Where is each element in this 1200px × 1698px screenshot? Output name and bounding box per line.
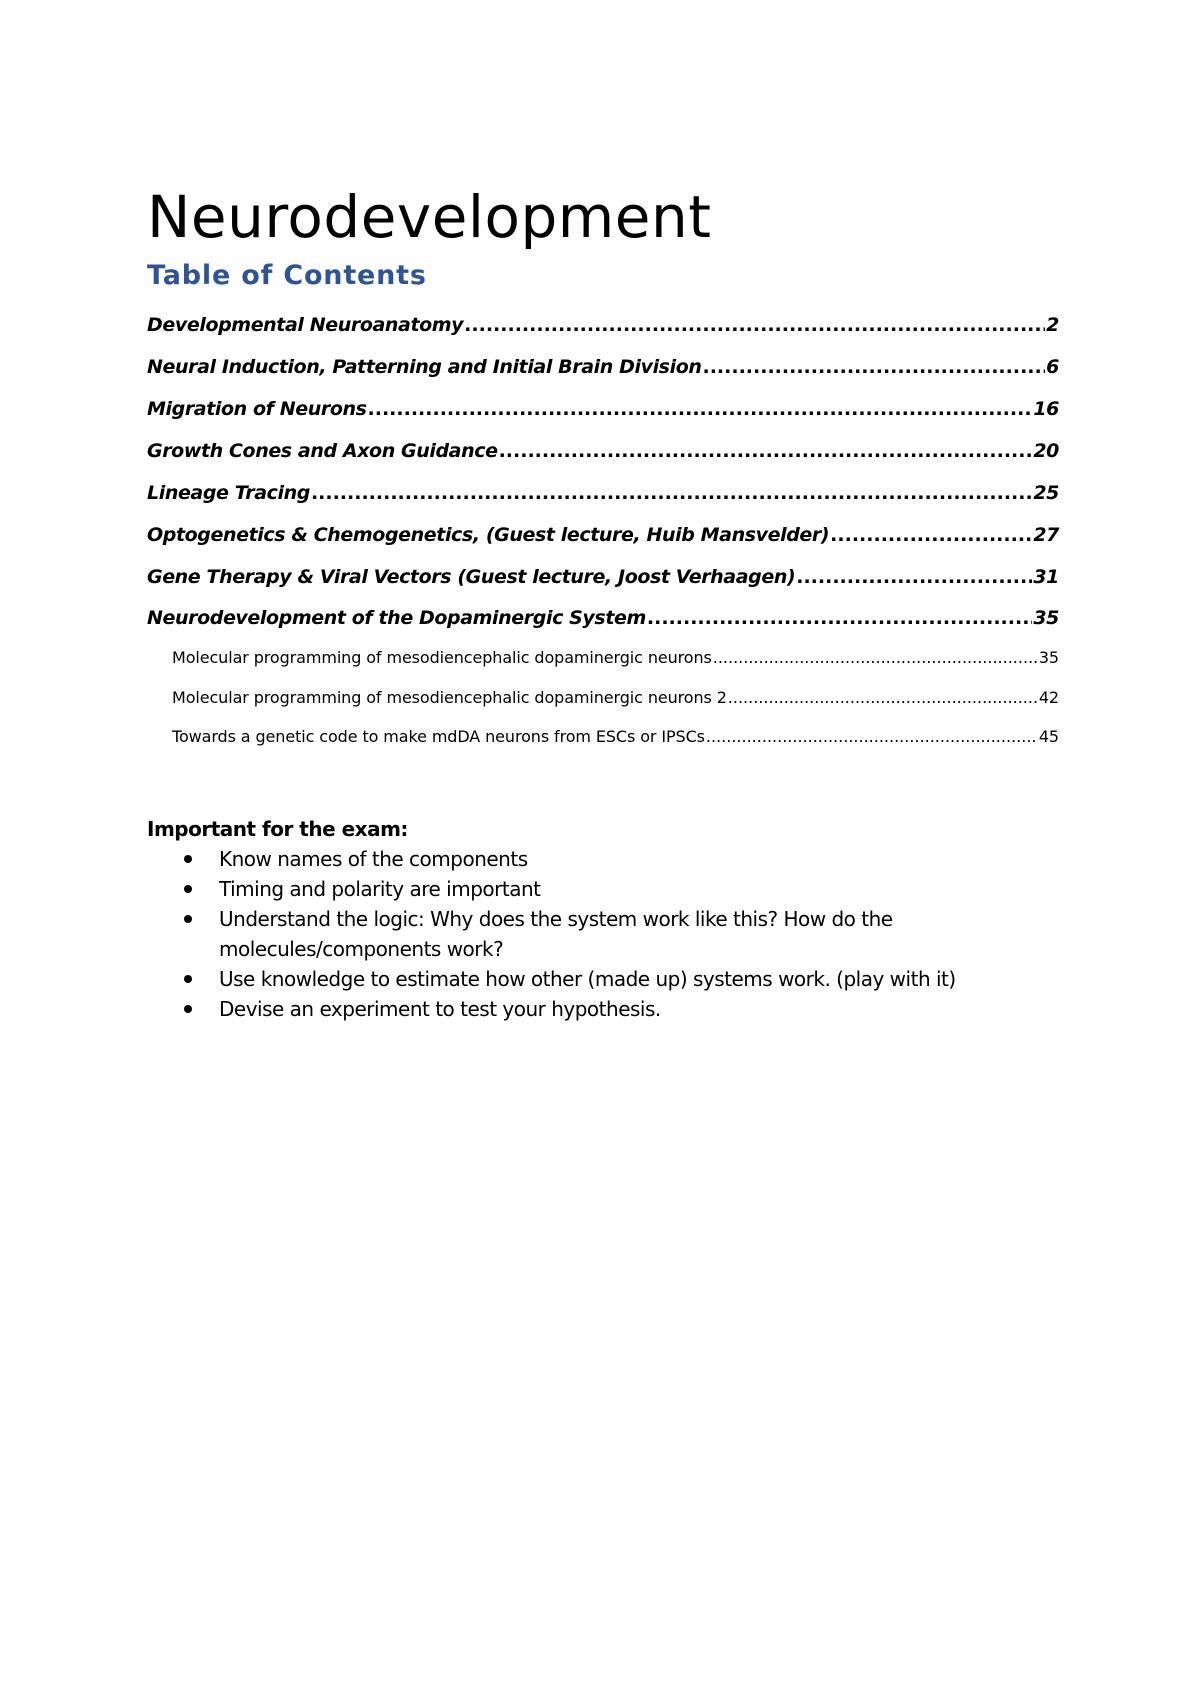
toc-entry-page: 6 [1046, 356, 1059, 378]
toc-entry-page: 31 [1033, 566, 1059, 588]
bullet-icon [184, 1005, 192, 1013]
toc-entry-title: Developmental Neuroanatomy [147, 314, 464, 336]
toc-leader-dots [706, 723, 1038, 751]
list-item [147, 844, 1059, 874]
list-item-text: Use knowledge to estimate how other (made up) systems work. (play with it) [219, 967, 956, 991]
toc-entry-page: 25 [1033, 482, 1059, 504]
toc-leader-dots [713, 644, 1038, 672]
exam-notes-list [147, 844, 1059, 1024]
toc-entry-title: Neural Induction, Patterning and Initial Brain Division [147, 356, 702, 378]
toc-leader-dots [703, 352, 1046, 382]
exam-notes-heading: Important for the exam: [147, 817, 408, 841]
toc-entry-title: Gene Therapy & Viral Vectors (Guest lecture, Joost Verhaagen) [147, 566, 796, 588]
toc-heading: Table of Contents [147, 260, 427, 291]
toc-subentry-page: 45 [1038, 727, 1059, 746]
toc-entry-page: 20 [1033, 440, 1059, 462]
toc-entry[interactable] [147, 478, 1059, 508]
toc-leader-dots [728, 684, 1038, 712]
bullet-icon [184, 855, 192, 863]
exam-notes [147, 814, 1059, 1024]
toc-entry-page: 16 [1033, 398, 1059, 420]
toc-entry-page: 27 [1033, 524, 1059, 546]
list-item-text: Know names of the components [219, 847, 528, 871]
toc-leader-dots [647, 603, 1032, 633]
toc-entry[interactable] [147, 352, 1059, 382]
toc-subentry-title: Molecular programming of mesodiencephalic dopaminergic neurons 2 [172, 688, 727, 707]
bullet-icon [184, 885, 192, 893]
document-title: Neurodevelopment [147, 182, 712, 251]
toc-entry[interactable] [147, 436, 1059, 466]
list-item-text: Devise an experiment to test your hypothesis. [219, 997, 661, 1021]
toc-entry-title: Neurodevelopment of the Dopaminergic System [147, 607, 646, 629]
toc-subentry[interactable] [172, 684, 1059, 714]
list-item-text: Understand the logic: Why does the system work like this? How do the molecules/components work? [219, 907, 893, 961]
toc-entry[interactable] [147, 310, 1059, 340]
toc-entry[interactable] [147, 562, 1059, 592]
toc-subentry-title: Towards a genetic code to make mdDA neurons from ESCs or IPSCs [172, 727, 705, 746]
list-item [147, 964, 1059, 994]
list-item-text: Timing and polarity are important [219, 877, 541, 901]
toc-subentry[interactable] [172, 644, 1059, 674]
toc-leader-dots [830, 520, 1032, 550]
toc-subentry[interactable] [172, 723, 1059, 753]
toc-entry-title: Lineage Tracing [147, 482, 310, 504]
toc-entry-page: 35 [1033, 607, 1059, 629]
toc-leader-dots [368, 394, 1033, 424]
list-item [147, 994, 1059, 1024]
bullet-icon [184, 915, 192, 923]
toc-leader-dots [499, 436, 1033, 466]
toc-subentry-title: Molecular programming of mesodiencephalic dopaminergic neurons [172, 648, 712, 667]
toc-entry[interactable] [147, 603, 1059, 633]
toc-entry-page: 2 [1046, 314, 1059, 336]
list-item [147, 904, 1089, 964]
toc-leader-dots [464, 310, 1045, 340]
toc-leader-dots [796, 562, 1032, 592]
toc-entry-title: Migration of Neurons [147, 398, 367, 420]
toc-entry-title: Optogenetics & Chemogenetics, (Guest lecture, Huib Mansvelder) [147, 524, 830, 546]
toc-entry[interactable] [147, 520, 1059, 550]
bullet-icon [184, 975, 192, 983]
toc-subentry-page: 35 [1038, 648, 1059, 667]
toc-entry-title: Growth Cones and Axon Guidance [147, 440, 498, 462]
toc-entry[interactable] [147, 394, 1059, 424]
toc-leader-dots [311, 478, 1032, 508]
toc-subentry-page: 42 [1038, 688, 1059, 707]
list-item [147, 874, 1059, 904]
